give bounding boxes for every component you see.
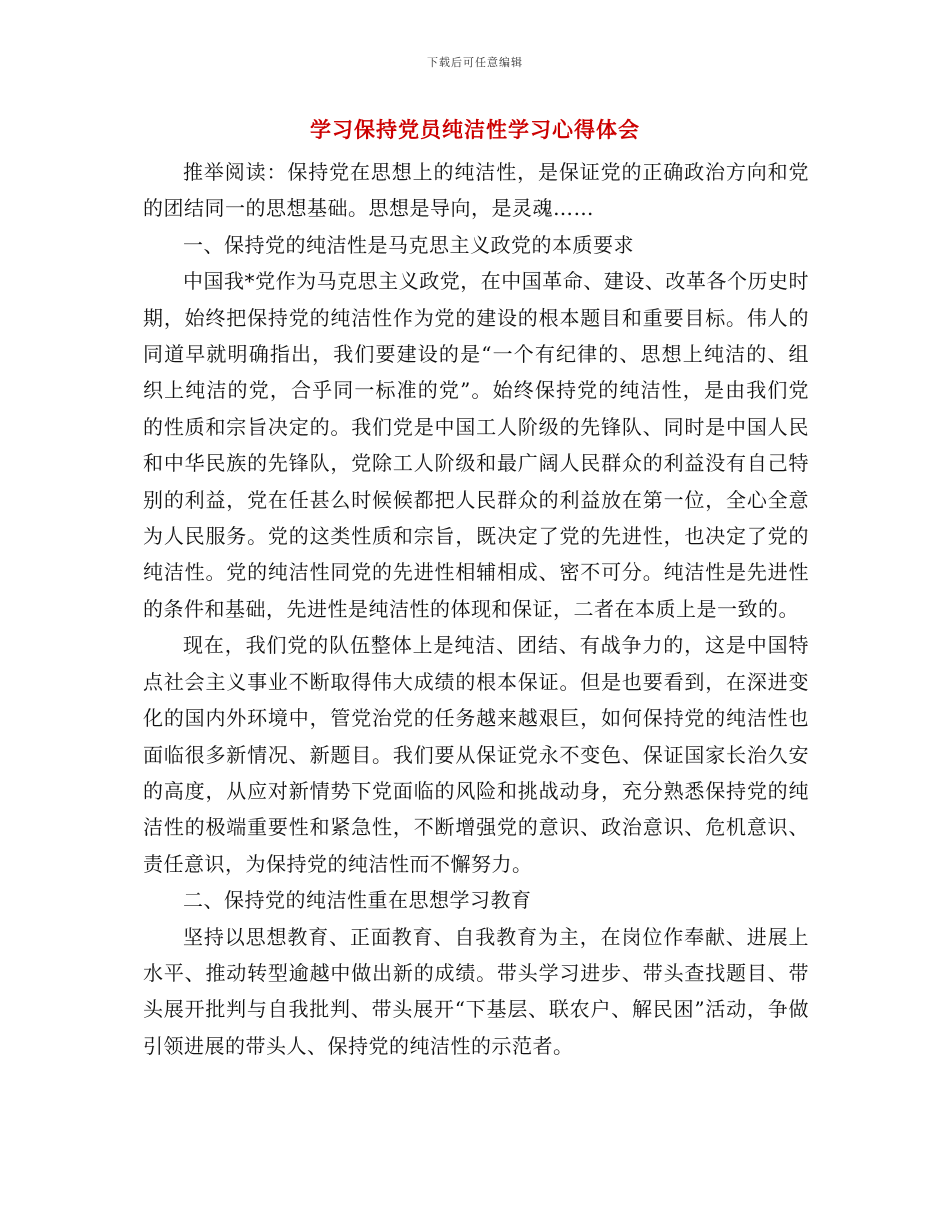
section-heading-1: 一、保持党的纯洁性是马克思主义政党的本质要求	[183, 232, 634, 257]
document-title: 学习保持党员纯洁性学习心得体会	[310, 118, 640, 142]
paragraph-section-2-a: 坚持以思想教育、正面教育、自我教育为主，在岗位作奉献、进展上水平、推动转型逾越中做出新的成绩。带头学习进步、带头查找题目、带头展开批判与自我批判、带头展开“下基层、联农户、解民困”活动，争做引领进展的带头人、保持党的纯洁性的示范者。	[143, 924, 809, 1058]
document-body	[143, 154, 809, 1064]
section-heading-2: 二、保持党的纯洁性重在思想学习教育	[183, 888, 532, 913]
paragraph-intro: 推举阅读：保持党在思想上的纯洁性，是保证党的正确政治方向和党的团结同一的思想基础。思想是导向，是灵魂……	[143, 160, 809, 221]
paragraph-section-1-b: 现在，我们党的队伍整体上是纯洁、团结、有战争力的，这是中国特点社会主义事业不断取得伟大成绩的根本保证。但是也要看到，在深进变化的国内外环境中，管党治党的任务越来越艰巨，如何保持党的纯洁性也面临很多新情况、新题目。我们要从保证党永不变色、保证国家长治久安的高度，从应对新情势下党面临的风险和挑战动身，充分熟悉保持党的纯洁性的极端重要性和紧急性，不断增强党的意识、政治意识、危机意识、责任意识，为保持党的纯洁性而不懈努力。	[143, 633, 809, 876]
header-note: 下载后可任意编辑	[427, 56, 523, 69]
paragraph-section-1-a: 中国我*党作为马克思主义政党，在中国革命、建设、改革各个历史时期，始终把保持党的纯洁性作为党的建设的根本题目和重要目标。伟人的同道早就明确指出，我们要建设的是“一个有纪律的、思想上纯洁的、组织上纯洁的党，合乎同一标准的党”。始终保持党的纯洁性，是由我们党的性质和宗旨决定的。我们党是中国工人阶级的先锋队、同时是中国人民和中华民族的先锋队，党除工人阶级和最广阔人民群众的利益没有自己特别的利益，党在任甚么时候候都把人民群众的利益放在第一位，全心全意为人民服务。党的这类性质和宗旨，既决定了党的先进性，也决定了党的纯洁性。党的纯洁性同党的先进性相辅相成、密不可分。纯洁性是先进性的条件和基础，先进性是纯洁性的体现和保证，二者在本质上是一致的。	[143, 269, 809, 621]
